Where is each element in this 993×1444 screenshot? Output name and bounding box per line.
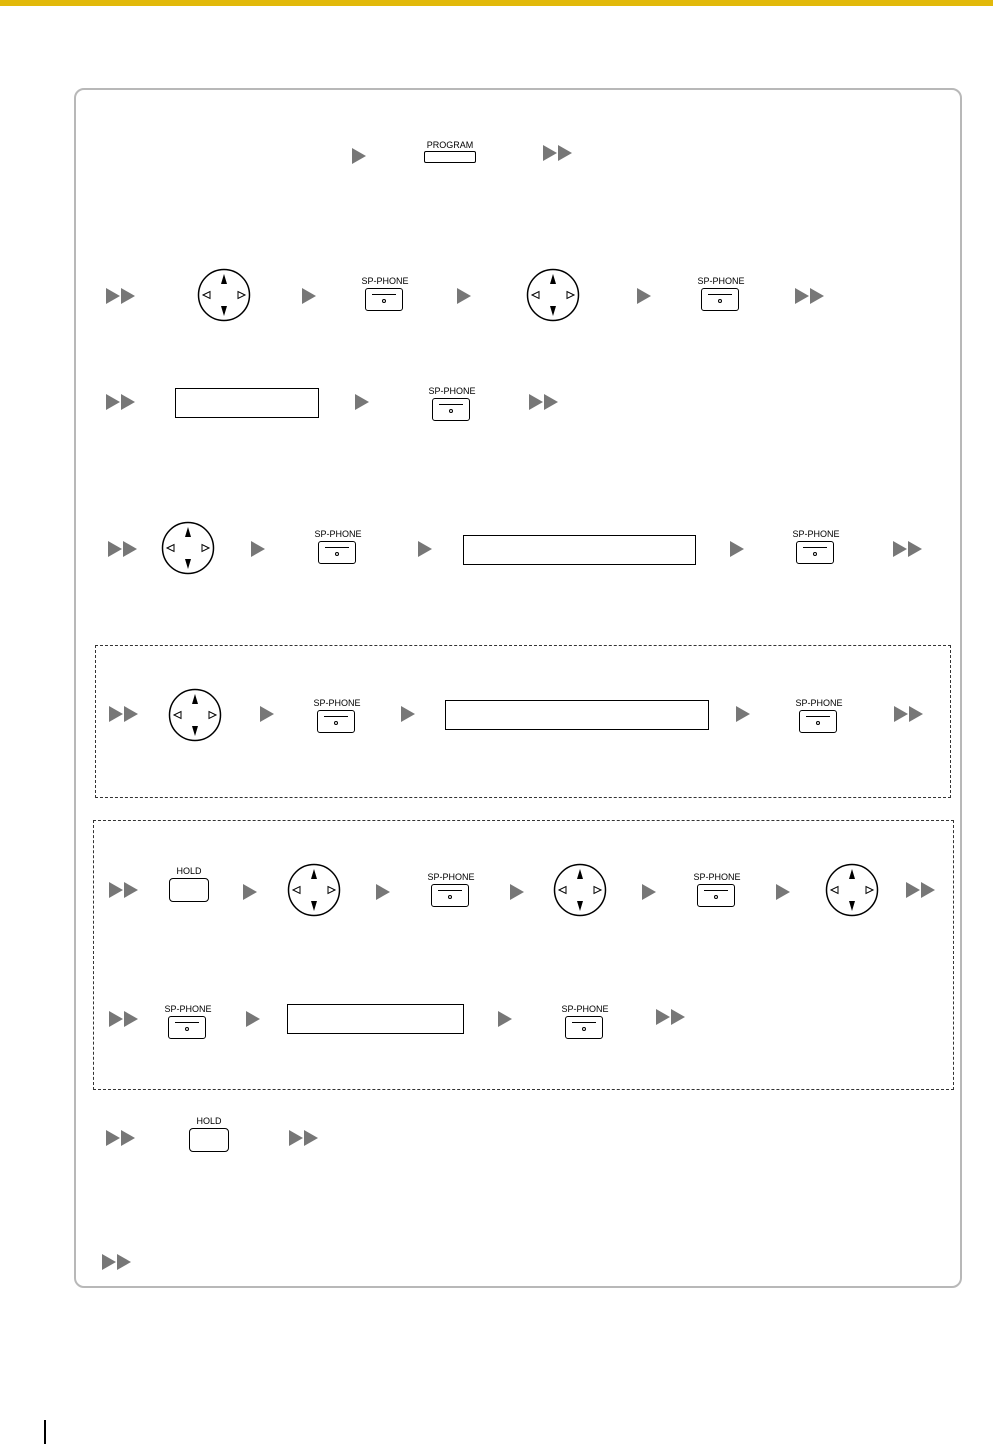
- play-arrow-icon: [730, 541, 744, 557]
- hold-button[interactable]: [167, 866, 211, 906]
- key-slot: [572, 1020, 596, 1023]
- led-indicator-icon: [382, 299, 386, 303]
- key-slot: [439, 402, 463, 405]
- double-arrow-icon: [108, 541, 138, 557]
- sp-phone-button[interactable]: [313, 698, 361, 744]
- navigator-key-icon[interactable]: [526, 268, 580, 322]
- navigator-key-icon[interactable]: [197, 268, 251, 322]
- double-arrow-icon: [106, 1130, 136, 1146]
- button-label: SP-PHONE: [427, 872, 475, 882]
- sp-phone-button[interactable]: [561, 1004, 609, 1050]
- double-arrow-icon: [106, 394, 136, 410]
- play-arrow-icon: [498, 1011, 512, 1027]
- key-slot: [438, 888, 462, 891]
- key-slot: [803, 545, 827, 548]
- led-indicator-icon: [718, 299, 722, 303]
- navigator-key-icon[interactable]: [287, 863, 341, 917]
- double-arrow-icon: [906, 882, 936, 898]
- sp-phone-button[interactable]: [428, 386, 476, 432]
- key-slot: [806, 714, 830, 717]
- sp-phone-key-cap: [796, 541, 834, 564]
- button-label: SP-PHONE: [795, 698, 843, 708]
- button-label: HOLD: [176, 866, 202, 876]
- double-arrow-icon: [109, 1011, 139, 1027]
- button-label: SP-PHONE: [428, 386, 476, 396]
- double-arrow-icon: [893, 541, 923, 557]
- sp-phone-button[interactable]: [795, 698, 843, 744]
- button-label: SP-PHONE: [561, 1004, 609, 1014]
- navigator-key-icon[interactable]: [161, 521, 215, 575]
- play-arrow-icon: [401, 706, 415, 722]
- hold-key-cap: [189, 1128, 229, 1152]
- double-arrow-icon: [106, 288, 136, 304]
- program-button[interactable]: [422, 140, 478, 166]
- play-arrow-icon: [243, 884, 257, 900]
- sp-phone-button[interactable]: [164, 1004, 212, 1050]
- page-edge-mark: [44, 1420, 46, 1444]
- sp-phone-key-cap: [168, 1016, 206, 1039]
- play-arrow-icon: [352, 148, 366, 164]
- double-arrow-icon: [289, 1130, 319, 1146]
- optional-step-group-2: [93, 820, 954, 1090]
- sp-phone-key-cap: [365, 288, 403, 311]
- play-arrow-icon: [355, 394, 369, 410]
- navigator-key-icon[interactable]: [553, 863, 607, 917]
- entry-field[interactable]: [463, 535, 696, 565]
- entry-field[interactable]: [287, 1004, 464, 1034]
- hold-button[interactable]: [187, 1116, 231, 1156]
- double-arrow-icon: [656, 1009, 686, 1025]
- play-arrow-icon: [736, 706, 750, 722]
- sp-phone-key-cap: [431, 884, 469, 907]
- sp-phone-button[interactable]: [427, 872, 475, 918]
- led-indicator-icon: [448, 895, 452, 899]
- double-arrow-icon: [543, 145, 573, 161]
- button-label: SP-PHONE: [697, 276, 745, 286]
- play-arrow-icon: [637, 288, 651, 304]
- button-label: SP-PHONE: [361, 276, 409, 286]
- sp-phone-key-cap: [701, 288, 739, 311]
- button-label: SP-PHONE: [314, 529, 362, 539]
- hold-key-cap: [169, 878, 209, 902]
- key-slot: [324, 714, 348, 717]
- sp-phone-key-cap: [432, 398, 470, 421]
- play-arrow-icon: [260, 706, 274, 722]
- sp-phone-button[interactable]: [792, 529, 840, 575]
- play-arrow-icon: [246, 1011, 260, 1027]
- led-indicator-icon: [185, 1027, 189, 1031]
- sp-phone-key-cap: [317, 710, 355, 733]
- entry-field[interactable]: [445, 700, 709, 730]
- play-arrow-icon: [457, 288, 471, 304]
- play-arrow-icon: [642, 884, 656, 900]
- double-arrow-icon: [102, 1254, 132, 1270]
- sp-phone-button[interactable]: [314, 529, 362, 575]
- play-arrow-icon: [302, 288, 316, 304]
- button-label: SP-PHONE: [792, 529, 840, 539]
- key-slot: [372, 292, 396, 295]
- led-indicator-icon: [582, 1027, 586, 1031]
- led-indicator-icon: [334, 721, 338, 725]
- sp-phone-key-cap: [799, 710, 837, 733]
- program-key-cap: [424, 151, 476, 163]
- navigator-key-icon[interactable]: [825, 863, 879, 917]
- play-arrow-icon: [251, 541, 265, 557]
- play-arrow-icon: [376, 884, 390, 900]
- key-slot: [325, 545, 349, 548]
- led-indicator-icon: [816, 721, 820, 725]
- play-arrow-icon: [510, 884, 524, 900]
- led-indicator-icon: [813, 552, 817, 556]
- navigator-key-icon[interactable]: [168, 688, 222, 742]
- entry-field[interactable]: [175, 388, 319, 418]
- sp-phone-key-cap: [565, 1016, 603, 1039]
- play-arrow-icon: [418, 541, 432, 557]
- led-indicator-icon: [335, 552, 339, 556]
- double-arrow-icon: [109, 882, 139, 898]
- play-arrow-icon: [776, 884, 790, 900]
- header-accent-bar: [0, 0, 993, 6]
- sp-phone-key-cap: [697, 884, 735, 907]
- sp-phone-button[interactable]: [361, 276, 409, 322]
- button-label: SP-PHONE: [313, 698, 361, 708]
- led-indicator-icon: [714, 895, 718, 899]
- sp-phone-key-cap: [318, 541, 356, 564]
- led-indicator-icon: [449, 409, 453, 413]
- button-label: SP-PHONE: [164, 1004, 212, 1014]
- button-label: SP-PHONE: [693, 872, 741, 882]
- button-label: HOLD: [196, 1116, 222, 1126]
- sp-phone-button[interactable]: [693, 872, 741, 918]
- double-arrow-icon: [795, 288, 825, 304]
- double-arrow-icon: [529, 394, 559, 410]
- key-slot: [708, 292, 732, 295]
- sp-phone-button[interactable]: [697, 276, 745, 322]
- key-slot: [704, 888, 728, 891]
- double-arrow-icon: [109, 706, 139, 722]
- button-label: PROGRAM: [426, 140, 474, 150]
- key-slot: [175, 1020, 199, 1023]
- double-arrow-icon: [894, 706, 924, 722]
